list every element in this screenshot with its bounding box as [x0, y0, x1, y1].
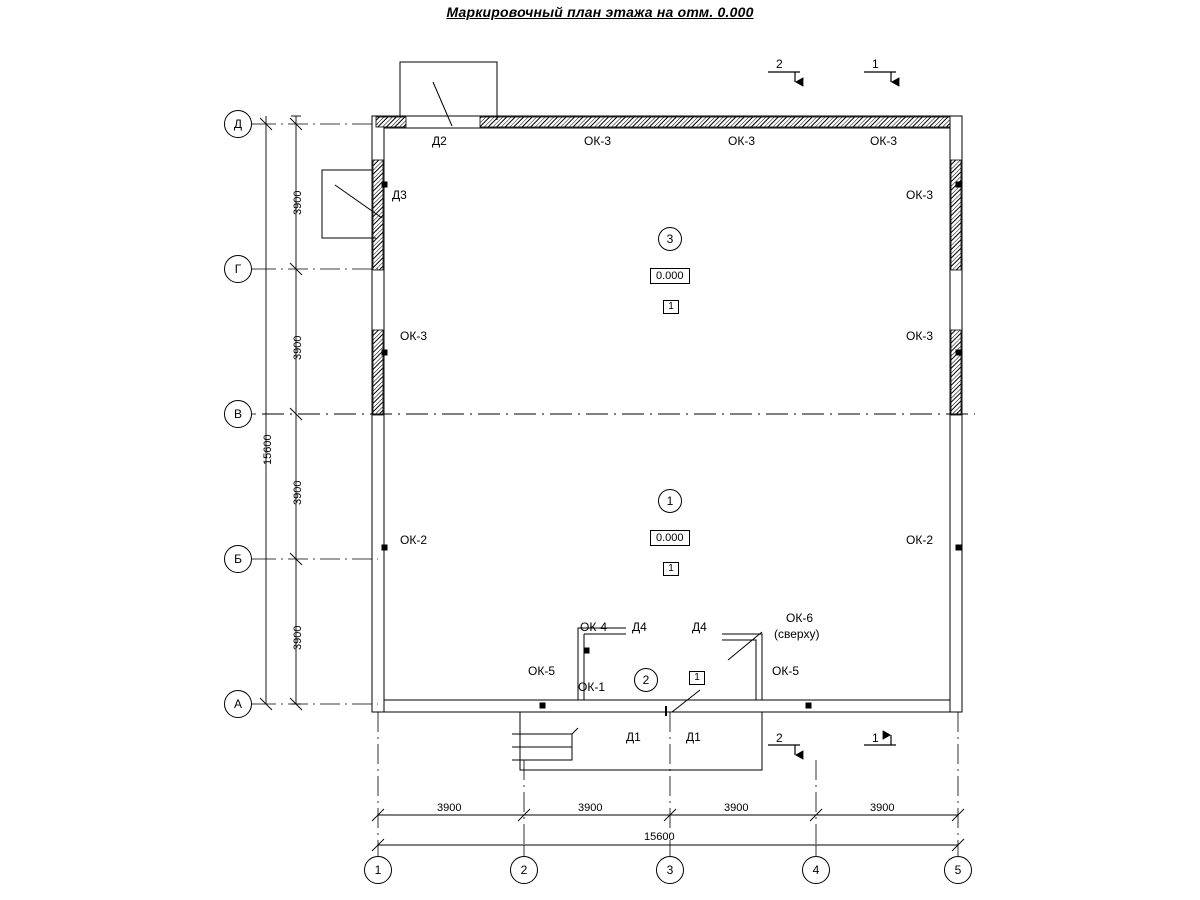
label-ok3-left-1: ОК-3 [400, 329, 427, 343]
axis-bubble-b: Б [224, 545, 252, 573]
label-ok6-sub: (сверху) [774, 627, 820, 641]
page-title: Маркировочный план этажа на отм. 0.000 [446, 4, 754, 20]
label-ok3-right-2: ОК-3 [906, 329, 933, 343]
axis-bubble-d: Д [224, 110, 252, 138]
section-mark-top-2: 2 [776, 57, 783, 71]
label-ok3-top-2: ОК-3 [728, 134, 755, 148]
dim-vertical-3: 3900 [292, 480, 304, 505]
axis-bubble-v: В [224, 400, 252, 428]
dim-horizontal-1: 3900 [437, 802, 462, 814]
section-mark-bottom-2: 2 [776, 731, 783, 745]
axis-bubble-5: 5 [944, 856, 972, 884]
label-ok1: ОК-1 [578, 680, 605, 694]
label-ok3-top-1: ОК-3 [584, 134, 611, 148]
room-elevation-3: 0.000 [650, 268, 690, 284]
dim-vertical-total: 15600 [262, 434, 274, 465]
axis-bubble-3: 3 [656, 856, 684, 884]
dim-horizontal-total: 15600 [644, 831, 675, 843]
room-number-1: 1 [658, 489, 682, 513]
axis-bubble-2: 2 [510, 856, 538, 884]
dim-horizontal-3: 3900 [724, 802, 749, 814]
axis-bubble-g: Г [224, 255, 252, 283]
axis-bubble-a: А [224, 690, 252, 718]
room-elevation-1: 0.000 [650, 530, 690, 546]
dim-vertical-4: 3900 [292, 625, 304, 650]
axis-bubble-1: 1 [364, 856, 392, 884]
label-ok2-left: ОК-2 [400, 533, 427, 547]
room-number-3: 3 [658, 227, 682, 251]
label-ok3-top-3: ОК-3 [870, 134, 897, 148]
label-d4-left: Д4 [632, 620, 647, 634]
label-ok6: ОК-6 [786, 611, 813, 625]
label-d1-right: Д1 [686, 730, 701, 744]
label-ok5-right: ОК-5 [772, 664, 799, 678]
floor-mark-2: 1 [689, 671, 705, 685]
label-d1-left: Д1 [626, 730, 641, 744]
label-d3: Д3 [392, 188, 407, 202]
axis-bubble-4: 4 [802, 856, 830, 884]
dim-horizontal-2: 3900 [578, 802, 603, 814]
label-ok4: ОК-4 [580, 620, 607, 634]
dim-vertical-1: 3900 [292, 190, 304, 215]
floor-mark-3: 1 [663, 300, 679, 314]
label-d2: Д2 [432, 134, 447, 148]
room-number-2: 2 [634, 668, 658, 692]
label-ok2-right: ОК-2 [906, 533, 933, 547]
dim-horizontal-4: 3900 [870, 802, 895, 814]
section-mark-top-1: 1 [872, 57, 879, 71]
section-mark-bottom-1: 1 [872, 731, 879, 745]
label-ok3-right-1: ОК-3 [906, 188, 933, 202]
label-d4-right: Д4 [692, 620, 707, 634]
label-ok5-left: ОК-5 [528, 664, 555, 678]
dim-vertical-2: 3900 [292, 335, 304, 360]
floor-mark-1: 1 [663, 562, 679, 576]
